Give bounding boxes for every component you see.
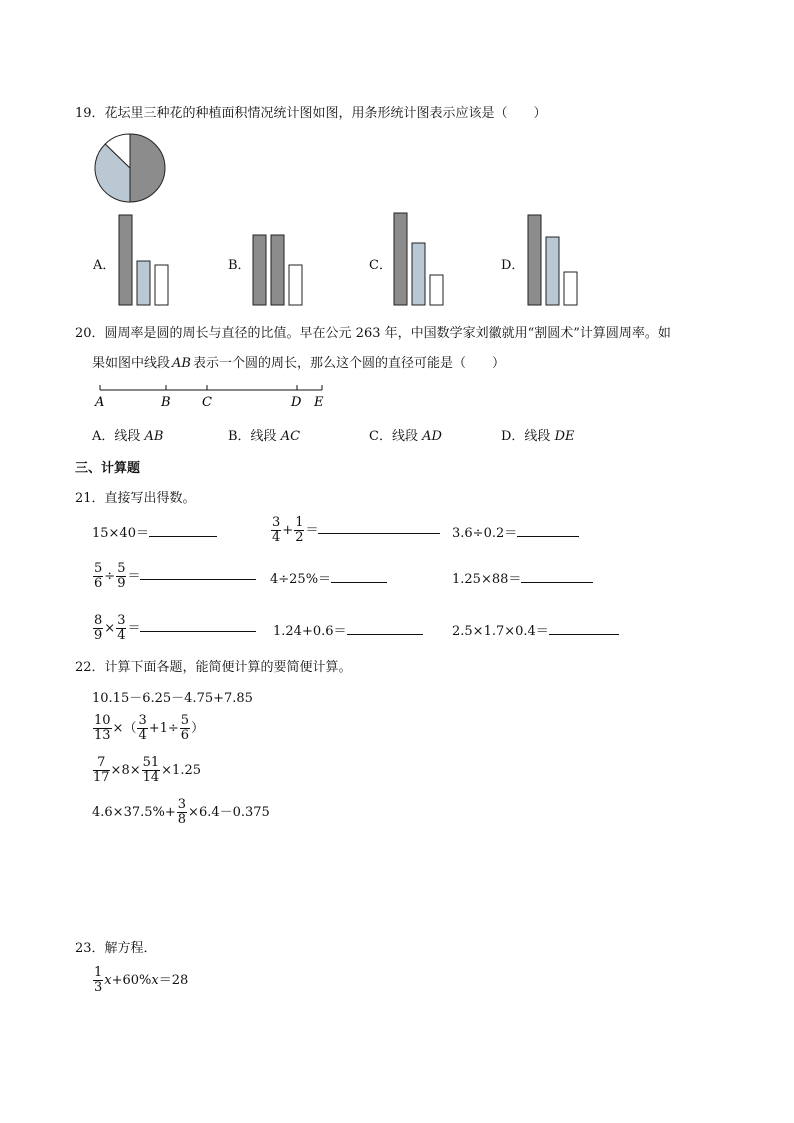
bar-c-1 [412,243,425,305]
q21-r2c1[interactable]: $\frac{5}{6}$ ÷ $\frac{5}{9}$ ＝ [92,562,256,591]
answer-blank[interactable] [140,619,256,632]
answer-blank[interactable] [521,570,593,583]
q19-option-d-chart[interactable] [524,210,580,306]
q22-expr-4: 4.6×37.5%+ $\frac{3}{8}$ ×6.4－0.375 [92,797,270,827]
q21-r2c2[interactable]: 4÷25%＝ [270,568,387,587]
bar-a-2 [155,265,168,305]
point-b-label: B [161,395,171,410]
q19-pie-chart [92,132,168,204]
q20-option-c[interactable]: C．线段 AD [369,429,442,444]
point-a-label: A [95,395,105,410]
q21-r1c1[interactable]: 15×40＝ [92,522,217,541]
q22-expr-3: $\frac{7}{17}$ ×8× $\frac{51}{14}$ ×1.25 [93,755,201,785]
point-e-label: E [314,395,324,410]
pie-slice-0 [130,134,165,202]
q22-expr-2: $\frac{10}{13}$ ×（ $\frac{3}{4}$ +1÷ $\frac{5}{6}$ ） [94,713,205,743]
bar-b-0 [253,235,266,305]
q20-line2-a: 果如图中线段 [92,356,171,371]
q21-r3c2[interactable]: 1.24+0.6＝ [273,620,423,639]
answer-blank[interactable] [517,524,579,537]
q20-line2-b: 表示一个圆的周长，那么这个圆的直径可能是（ ） [192,356,505,371]
bar-c-2 [430,275,443,305]
q20-option-a[interactable]: A．线段 AB [92,429,164,444]
q19-option-a-chart[interactable] [115,210,171,306]
answer-blank[interactable] [318,521,440,534]
answer-blank[interactable] [549,622,619,635]
q23-equation: $\frac{1}{3}$ x+60%x＝28 [94,965,189,995]
q20-option-d[interactable]: D．线段 DE [501,429,575,444]
q19-option-d-label[interactable]: D． [501,258,525,273]
q20-line1: 20．圆周率是圆的周长与直径的比值。早在公元 263 年，中国数学家刘徽就用“割圆术”计算圆周率。如 [75,326,671,341]
q20-line2-var: AB [172,356,191,371]
answer-blank[interactable] [149,524,217,537]
q19-option-c-label[interactable]: C． [369,258,392,273]
q21-r2c3[interactable]: 1.25×88＝ [452,568,593,587]
bar-d-1 [546,237,559,305]
bar-a-1 [137,261,150,305]
q20-line2 [92,352,505,371]
bar-c-0 [394,213,407,305]
answer-blank[interactable] [331,570,387,583]
q21-r3c1[interactable]: $\frac{8}{9}$ × $\frac{3}{4}$ ＝ [92,614,256,643]
q21-r1c2[interactable]: $\frac{3}{4}$ + $\frac{1}{2}$ ＝ [270,516,440,545]
section-3-heading: 三、计算题 [75,461,141,476]
bar-d-0 [528,215,541,305]
point-c-label: C [202,395,212,410]
answer-blank[interactable] [347,622,423,635]
point-d-label: D [291,395,302,410]
q21-r1c3[interactable]: 3.6÷0.2＝ [452,522,579,541]
bar-b-1 [271,235,284,305]
bar-d-2 [564,272,577,305]
bar-b-2 [289,265,302,305]
bar-a-0 [119,215,132,305]
q19-text: 19．花坛里三种花的种植面积情况统计图如图，用条形统计图表示应该是（ ） [75,106,547,121]
q23-title: 23．解方程． [75,941,157,956]
q19-option-b-label[interactable]: B． [228,258,251,273]
q20-option-b[interactable]: B．线段 AC [228,429,301,444]
q21-title: 21．直接写出得数。 [75,491,196,506]
q19-option-b-chart[interactable] [249,210,305,306]
q19-option-a-label[interactable]: A． [93,258,116,273]
q22-title: 22．计算下面各题，能简便计算的要简便计算。 [75,660,352,675]
q19-option-c-chart[interactable] [390,210,446,306]
q21-r3c3[interactable]: 2.5×1.7×0.4＝ [452,620,619,639]
answer-blank[interactable] [140,567,256,580]
q20-number-line [92,380,332,410]
q22-expr-1: 10.15－6.25－4.75+7.85 [92,691,253,706]
